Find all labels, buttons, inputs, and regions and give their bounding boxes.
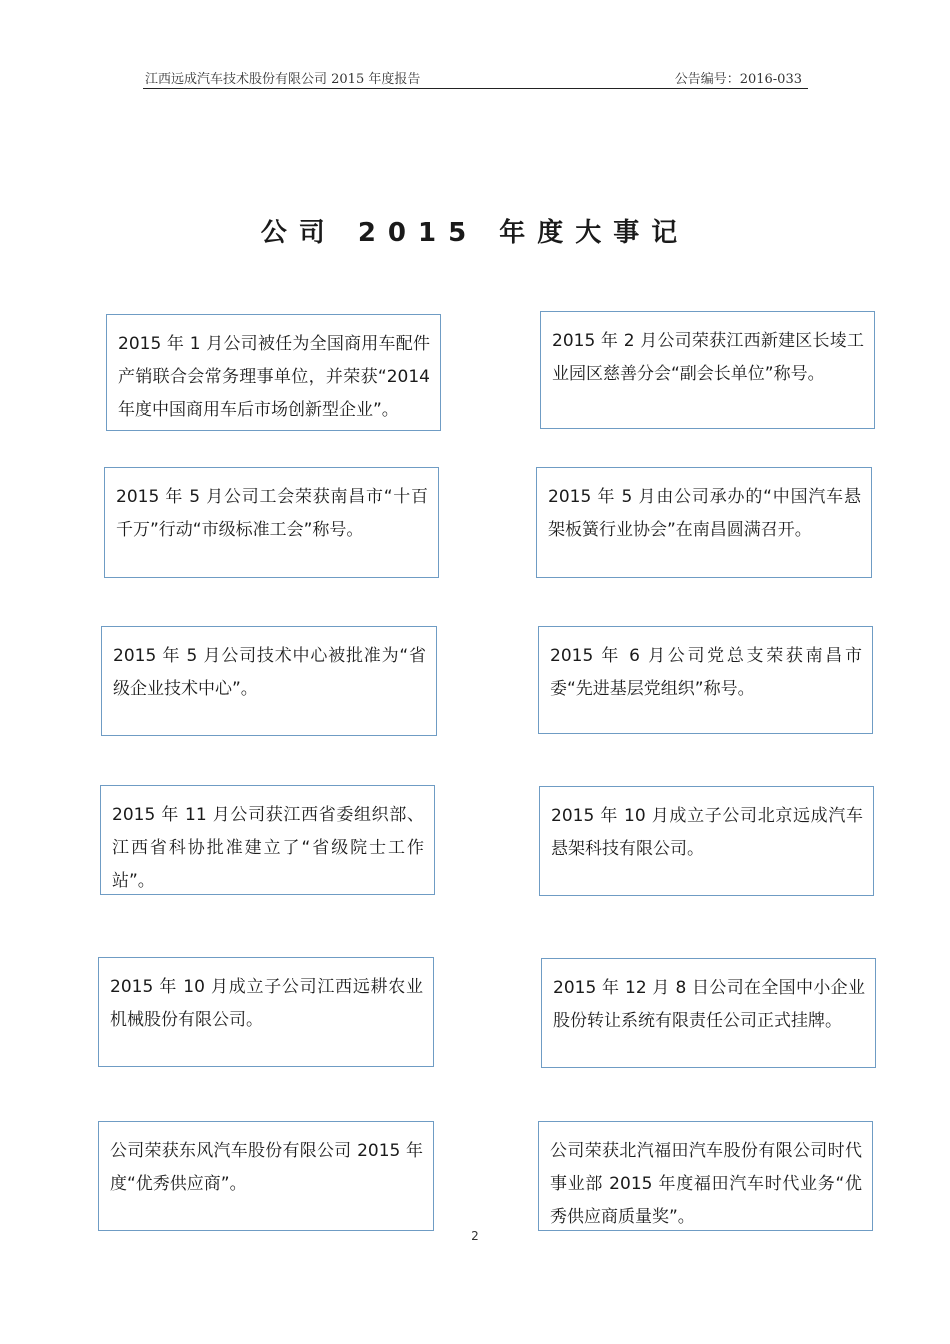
event-card: 公司荣获北汽福田汽车股份有限公司时代事业部 2015 年度福田汽车时代业务“优秀供应商质量奖”。 <box>538 1121 873 1231</box>
event-card: 2015 年 5 月由公司承办的“中国汽车悬架板簧行业协会”在南昌圆满召开。 <box>536 467 872 578</box>
page-title: 公司 2015 年度大事记 <box>260 218 690 248</box>
page-number: 2 <box>471 1229 479 1243</box>
event-card: 2015 年 11 月公司获江西省委组织部、江西省科协批准建立了“省级院士工作站”。 <box>100 785 435 895</box>
event-card: 2015 年 10 月成立子公司江西远耕农业机械股份有限公司。 <box>98 957 434 1067</box>
event-card: 2015 年 12 月 8 日公司在全国中小企业股份转让系统有限责任公司正式挂牌。 <box>541 958 876 1068</box>
report-title: 江西远成汽车技术股份有限公司 2015 年度报告 <box>145 72 421 87</box>
event-card: 2015 年 5 月公司技术中心被批准为“省级企业技术中心”。 <box>101 626 437 736</box>
header-divider <box>143 88 808 89</box>
event-card: 2015 年 10 月成立子公司北京远成汽车悬架科技有限公司。 <box>539 786 874 896</box>
announcement-number: 公告编号：2016-033 <box>674 72 802 87</box>
event-card: 2015 年 6 月公司党总支荣获南昌市委“先进基层党组织”称号。 <box>538 626 873 734</box>
event-card: 2015 年 5 月公司工会荣获南昌市“十百千万”行动“市级标准工会”称号。 <box>104 467 439 578</box>
event-card: 2015 年 1 月公司被任为全国商用车配件产销联合会常务理事单位，并荣获“2014 年度中国商用车后市场创新型企业”。 <box>106 314 441 431</box>
event-card: 2015 年 2 月公司荣获江西新建区长堎工业园区慈善分会“副会长单位”称号。 <box>540 311 875 429</box>
event-card: 公司荣获东风汽车股份有限公司 2015 年度“优秀供应商”。 <box>98 1121 434 1231</box>
